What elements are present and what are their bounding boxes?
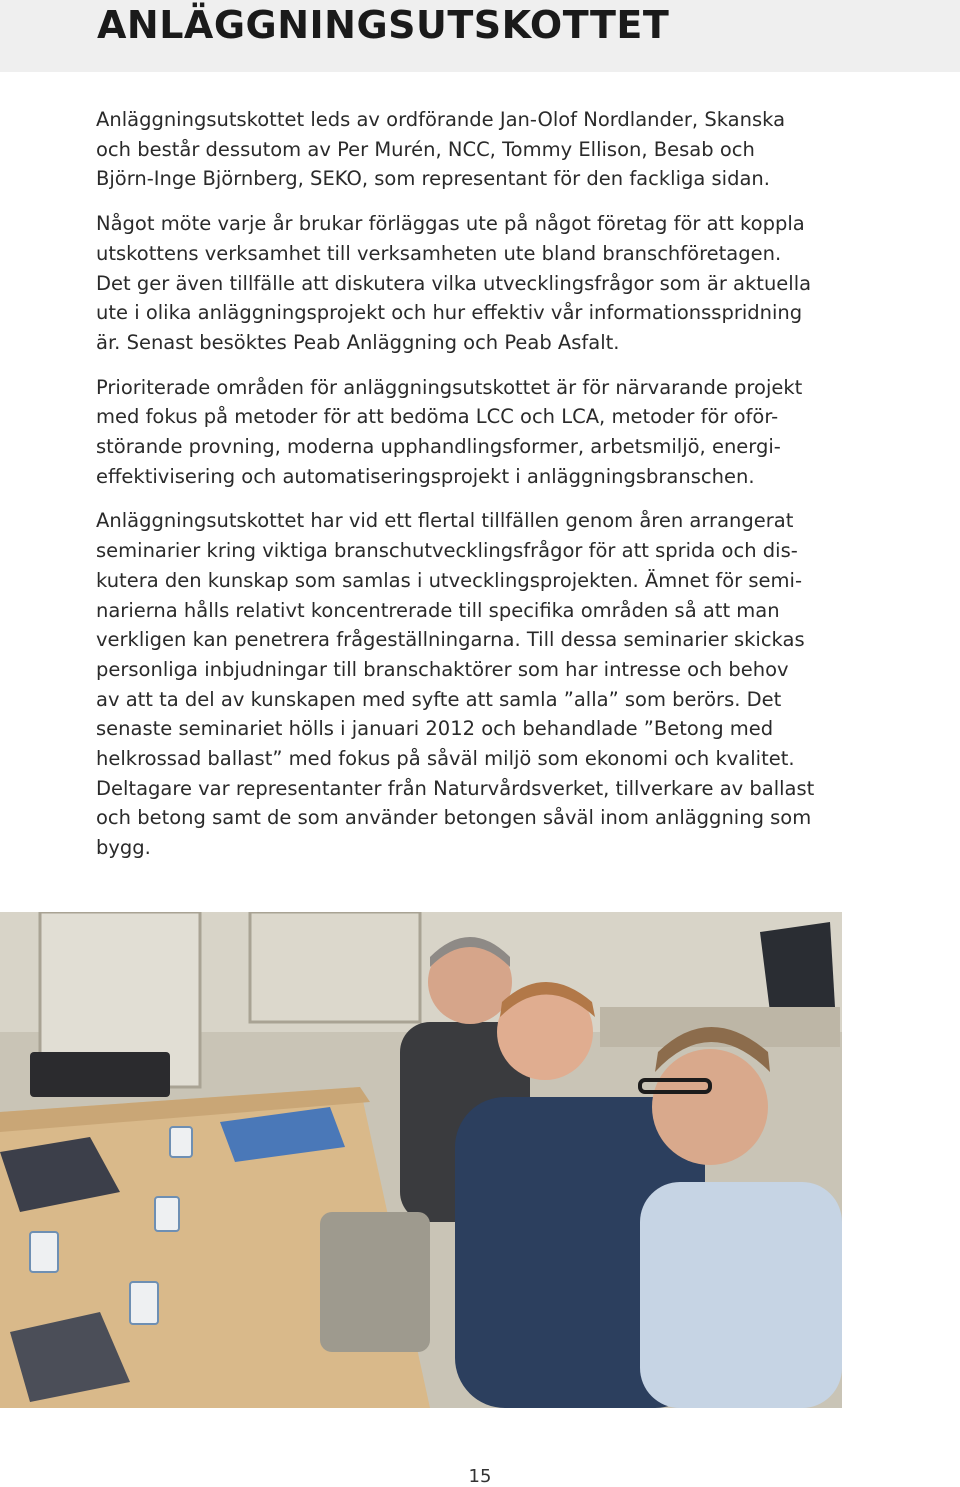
meeting-photo-illustration xyxy=(0,912,842,1408)
text-line: narierna hålls relativt koncentrerade till specifika områden så att man xyxy=(96,598,780,622)
paragraph-priorities xyxy=(96,373,836,492)
text-line: ute i olika anläggningsprojekt och hur effektiv vår informationsspridning xyxy=(96,301,803,325)
text-line: effektivisering och automatiseringsprojekt i anläggningsbranschen. xyxy=(96,464,755,488)
meeting-photo xyxy=(0,912,842,1408)
text-line: utskottens verksamhet till verksamheten ute bland branschföretagen. xyxy=(96,241,782,265)
text-line: seminarier kring viktiga branschutvecklingsfrågor för att sprida och dis- xyxy=(96,539,798,563)
text-line: störande provning, moderna upphandlingsformer, arbetsmiljö, energi- xyxy=(96,435,781,459)
text-line: med fokus på metoder för att bedöma LCC och LCA, metoder för oför- xyxy=(96,405,779,429)
text-line: Något möte varje år brukar förläggas ute på något företag för att koppla xyxy=(96,212,805,236)
paragraph-discussion xyxy=(96,269,836,358)
text-line: Prioriterade områden för anläggningsutskottet är för närvarande projekt xyxy=(96,375,803,399)
text-line: av att ta del av kunskapen med syfte att samla ”alla” som berörs. Det xyxy=(96,687,782,711)
text-line: och betong samt de som använder betongen såväl inom anläggning som xyxy=(96,806,812,830)
text-line: senaste seminariet hölls i januari 2012 och behandlade ”Betong med xyxy=(96,717,774,741)
header-band xyxy=(0,0,960,72)
text-line: Deltagare var representanter från Naturvårdsverket, tillverkare av ballast xyxy=(96,776,815,800)
text-line: bygg. xyxy=(96,836,151,860)
text-line: Det ger även tillfälle att diskutera vilka utvecklingsfrågor som är aktuella xyxy=(96,271,812,295)
page-title: ANLÄGGNINGSUTSKOTTET xyxy=(97,3,670,47)
paragraph-seminars xyxy=(96,506,836,862)
text-line: är. Senast besöktes Peab Anläggning och Peab Asfalt. xyxy=(96,330,620,354)
body-text xyxy=(96,105,836,878)
text-line: verkligen kan penetrera frågeställningarna. Till dessa seminarier skickas xyxy=(96,628,805,652)
page-number: 15 xyxy=(468,1466,492,1487)
text-line: Anläggningsutskottet har vid ett flertal tillfällen genom åren arrangerat xyxy=(96,509,794,533)
paragraph-meetings xyxy=(96,209,836,268)
text-line: Anläggningsutskottet leds av ordförande Jan-Olof Nordlander, Skanska xyxy=(96,108,786,131)
laptop-icon xyxy=(760,922,835,1012)
text-line: helkrossad ballast” med fokus på såväl miljö som ekonomi och kvalitet. xyxy=(96,747,795,771)
chair xyxy=(320,1212,430,1352)
bag xyxy=(30,1052,170,1097)
text-line: kutera den kunskap som samlas i utvecklingsprojekten. Ämnet för semi- xyxy=(96,568,803,592)
paragraph-committee xyxy=(96,105,836,194)
text-line: Björn-Inge Björnberg, SEKO, som representant för den fackliga sidan. xyxy=(96,167,770,191)
text-line: personliga inbjudningar till branschaktörer som har intresse och behov xyxy=(96,657,789,681)
window-frame xyxy=(250,912,420,1022)
text-line: och består dessutom av Per Murén, NCC, Tommy Ellison, Besab och xyxy=(96,137,755,161)
